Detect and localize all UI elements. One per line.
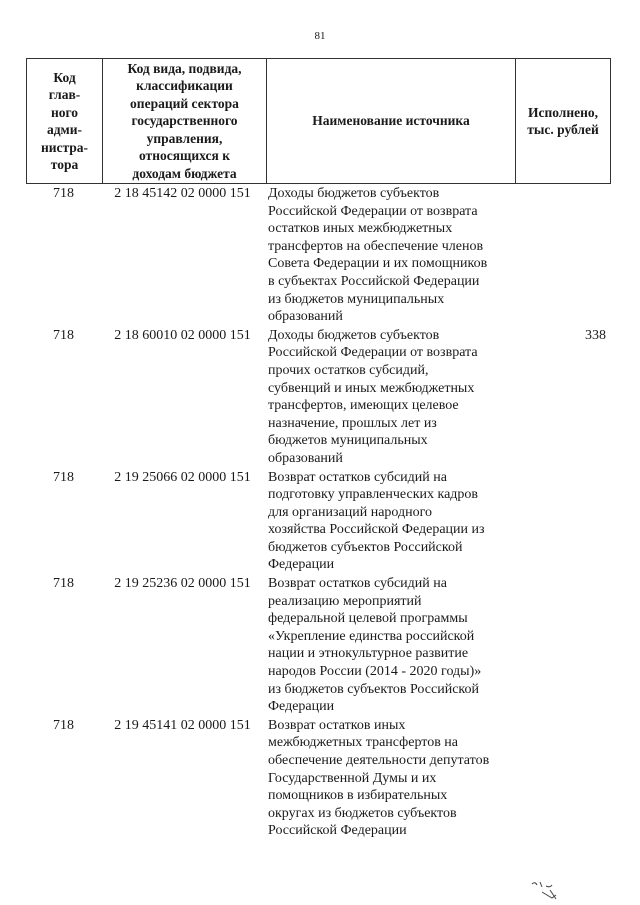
- source-name-line: трансфертов, имеющих целевое: [268, 398, 459, 414]
- source-name-line: обеспечение деятельности депутатов: [268, 753, 490, 768]
- source-name-line: Российской Федерации: [268, 823, 407, 839]
- source-name-line: Возврат остатков иных: [268, 717, 406, 733]
- table-body: [26, 185, 610, 840]
- source-name-cell: [264, 327, 516, 468]
- source-name-line: трансфертов на обеспечение членов: [268, 238, 484, 254]
- header-text-line: доходам бюджета: [132, 165, 237, 181]
- table-row: [26, 185, 610, 326]
- source-name-line: Возврат остатков субсидий на: [268, 576, 447, 592]
- source-name-line: Доходы бюджетов субъектов: [268, 327, 440, 343]
- source-name-line: субвенций и иных межбюджетных: [268, 380, 475, 396]
- header-text-line: нистра-: [40, 139, 89, 155]
- table-row: [26, 469, 610, 575]
- source-name-line: Российской Федерации от возврата: [268, 203, 478, 219]
- source-name-line: Государственной Думы и их: [268, 770, 437, 786]
- header-text-line: Код: [53, 69, 76, 85]
- source-name-line: назначение, прошлых лет из: [268, 415, 437, 431]
- source-name-line: Федерации: [268, 699, 335, 715]
- source-name-line: образований: [268, 450, 343, 466]
- header-text-line: Наименование источника: [312, 113, 470, 129]
- header-text-line: тора: [50, 157, 79, 172]
- source-name-line: помощников в избирательных: [268, 788, 448, 804]
- source-name-cell: [264, 185, 516, 326]
- source-name-cell: [264, 469, 516, 575]
- source-name-line: народов России (2014 - 2020 годы)»: [268, 664, 482, 680]
- source-name-line: в субъектах Российской Федерации: [268, 273, 480, 289]
- source-name-line: Российской Федерации от возврата: [268, 345, 478, 361]
- table-header: [26, 58, 611, 184]
- executed-amount-cell: 338: [585, 327, 606, 343]
- header-executed-amount: [516, 59, 611, 184]
- classification-code-cell: 2 19 25236 02 0000 151: [114, 576, 251, 592]
- header-text-line: Исполнено,: [527, 104, 599, 120]
- source-name-line: прочих остатков субсидий,: [268, 362, 429, 378]
- table-row: [26, 327, 610, 468]
- classification-code-cell: 2 19 45141 02 0000 151: [114, 717, 251, 733]
- source-name-line: межбюджетных трансфертов на: [268, 735, 459, 751]
- source-name-line: из бюджетов субъектов Российской: [268, 681, 479, 697]
- source-name-line: из бюджетов муниципальных: [268, 291, 445, 307]
- admin-code-cell: 718: [53, 576, 74, 592]
- source-name-cell: [264, 575, 516, 716]
- source-name-line: округах из бюджетов субъектов: [268, 805, 457, 821]
- source-name-line: федеральной целевой программы: [268, 611, 468, 627]
- admin-code-cell: 718: [53, 717, 74, 733]
- header-text-line: адми-: [46, 122, 83, 137]
- header-text-line: ного: [50, 104, 79, 120]
- header-text-line: государственного: [131, 113, 238, 129]
- handwritten-mark-icon: [528, 878, 564, 900]
- table-row: [26, 575, 610, 716]
- table-row: [26, 717, 610, 840]
- header-text-line: Код вида, подвида,: [127, 60, 242, 76]
- header-text-line: относящихся к: [138, 148, 230, 164]
- source-name-line: остатков иных межбюджетных: [268, 221, 453, 237]
- header-source-name: [267, 59, 516, 184]
- source-name-line: «Укрепление единства российской: [268, 628, 475, 644]
- header-text-line: операций сектора: [130, 95, 239, 111]
- header-text-line: управления,: [146, 130, 223, 146]
- admin-code-cell: 718: [53, 327, 74, 343]
- source-name-line: образований: [268, 309, 343, 325]
- header-text-line: классификации: [136, 78, 233, 94]
- source-name-line: Федерации: [268, 557, 335, 573]
- source-name-cell: [264, 717, 516, 840]
- source-name-line: Доходы бюджетов субъектов: [268, 186, 440, 201]
- source-name-line: Совета Федерации и их помощников: [268, 256, 488, 272]
- admin-code-cell: 718: [53, 469, 74, 485]
- classification-code-cell: 2 19 25066 02 0000 151: [114, 469, 251, 485]
- classification-code-cell: 2 18 60010 02 0000 151: [114, 327, 251, 343]
- source-name-line: подготовку управленческих кадров: [268, 487, 479, 503]
- source-name-line: для организаций народного: [268, 504, 433, 520]
- source-name-line: Возврат остатков субсидий на: [268, 469, 447, 485]
- header-admin-code: [27, 59, 103, 184]
- header-text-line: тыс. рублей: [527, 122, 599, 137]
- source-name-line: реализацию мероприятий: [268, 593, 422, 609]
- page-number: 81: [314, 30, 326, 42]
- source-name-line: хозяйства Российской Федерации из: [268, 522, 485, 538]
- header-classification-code: [103, 59, 267, 184]
- source-name-line: бюджетов субъектов Российской: [268, 539, 463, 555]
- header-text-line: глав-: [48, 87, 81, 102]
- source-name-line: нации и этнокультурное развитие: [268, 646, 469, 662]
- source-name-line: бюджетов муниципальных: [268, 433, 428, 449]
- classification-code-cell: 2 18 45142 02 0000 151: [114, 186, 251, 201]
- admin-code-cell: 718: [53, 186, 74, 201]
